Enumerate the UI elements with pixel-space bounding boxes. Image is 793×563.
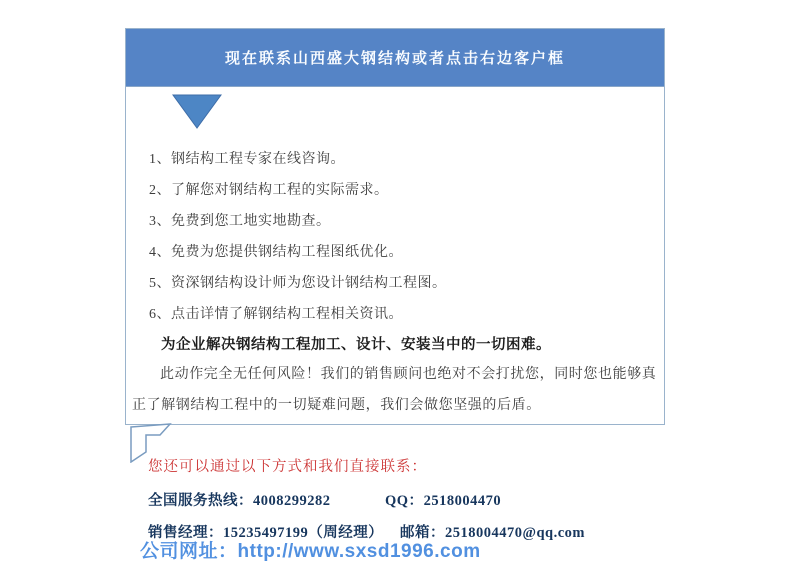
benefits-box bbox=[126, 94, 664, 424]
benefit-item: 4、免费为您提供钢结构工程图纸优化。 bbox=[149, 244, 403, 260]
hotline-value: 4008299282 bbox=[253, 493, 331, 509]
benefit-item: 5、资深钢结构设计师为您设计钢结构工程图。 bbox=[149, 275, 447, 291]
website-label: 公司网址： bbox=[140, 541, 238, 562]
contact-intro-text: 您还可以通过以下方式和我们直接联系： bbox=[148, 459, 427, 475]
email-value: 2518004470@qq.com bbox=[445, 525, 586, 541]
qq bbox=[385, 489, 501, 510]
benefit-item: 1、钢结构工程专家在线咨询。 bbox=[149, 151, 345, 167]
hotline-label: 全国服务热线： bbox=[148, 493, 253, 509]
value-proposition: 为企业解决钢结构工程加工、设计、安装当中的一切困难。 bbox=[161, 337, 551, 353]
benefit-item: 6、点击详情了解钢结构工程相关资讯。 bbox=[149, 306, 403, 322]
manager-value: 15235497199（周经理） bbox=[223, 525, 384, 541]
benefits-list bbox=[132, 142, 658, 328]
closing-paragraph: 此动作完全无任何风险！我们的销售顾问也绝对不会打扰您，同时您也能够真正了解钢结构工程中的一切疑难问题，我们会做您坚强的后盾。 bbox=[132, 367, 657, 413]
benefit-item: 3、免费到您工地实地勘查。 bbox=[149, 213, 331, 229]
promo-panel bbox=[125, 28, 665, 425]
qq-value: 2518004470 bbox=[423, 493, 502, 509]
qq-label: QQ： bbox=[385, 493, 424, 509]
manager-label: 销售经理： bbox=[148, 525, 223, 541]
email-label: 邮箱： bbox=[400, 525, 445, 541]
hotline-row bbox=[148, 489, 502, 510]
banner-title: 现在联系山西盛大钢结构或者点击右边客户框 bbox=[224, 51, 565, 67]
website-link[interactable]: http://www.sxsd1996.com bbox=[237, 541, 481, 562]
benefit-item: 2、了解您对钢结构工程的实际需求。 bbox=[149, 182, 389, 198]
website-row bbox=[140, 536, 481, 563]
banner-title-bar bbox=[126, 29, 664, 87]
hotline bbox=[148, 493, 331, 509]
down-triangle-icon bbox=[172, 94, 222, 130]
